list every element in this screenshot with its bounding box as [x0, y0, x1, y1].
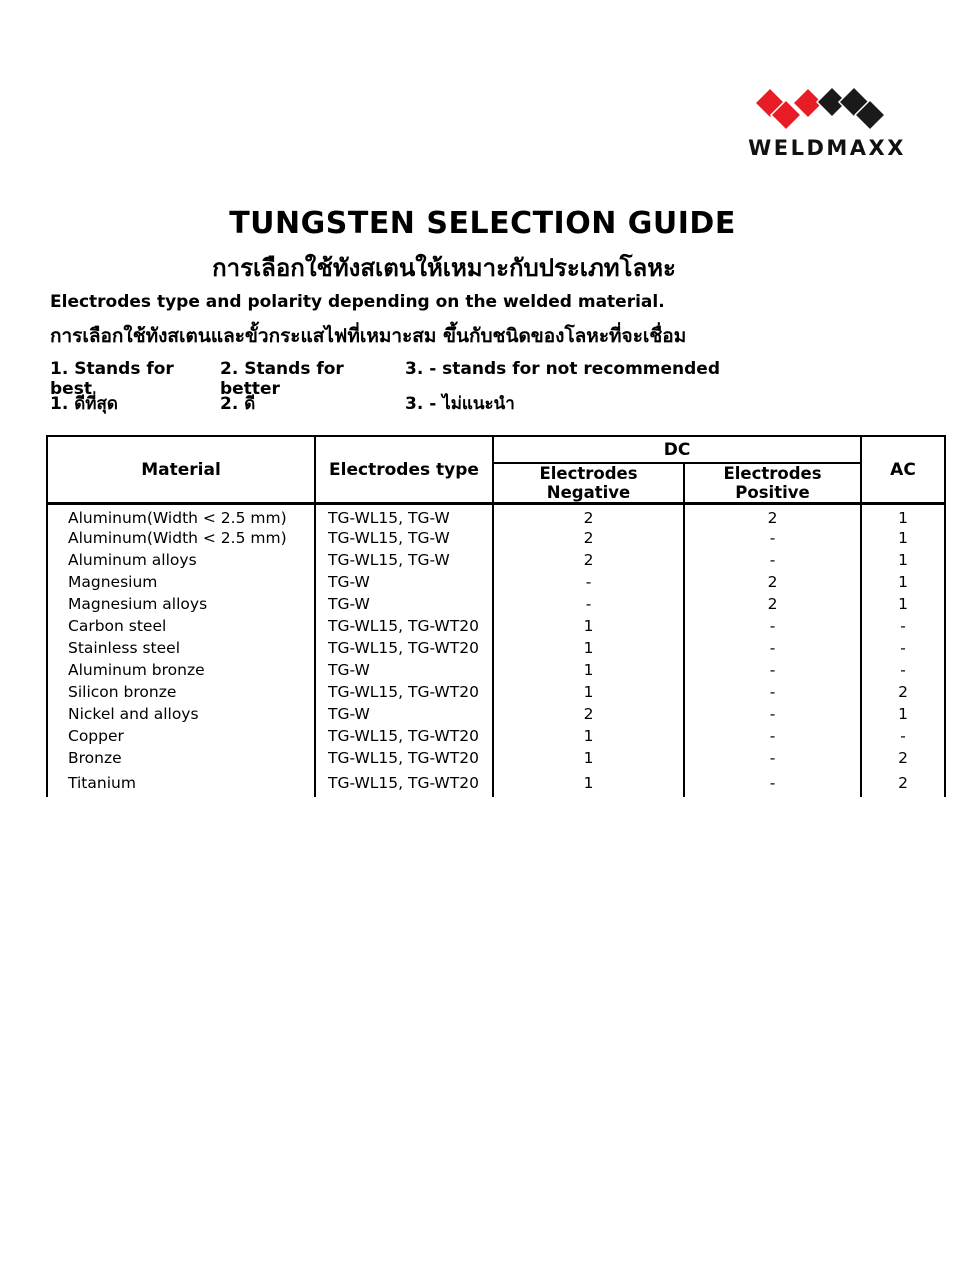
table-row — [47, 637, 945, 659]
electrodes-type-cell: TG-W — [315, 593, 493, 615]
table-row — [47, 504, 945, 528]
intro-line-thai: การเลือกใช้ทังสเตนและขั้วกระแสไฟที่เหมาะสม ขึ้นกับชนิดของโลหะที่จะเชื่อม — [50, 325, 687, 347]
dc-negative-cell: 2 — [493, 703, 684, 725]
ac-cell: - — [861, 659, 945, 681]
electrodes-type-cell: TG-WL15, TG-W — [315, 549, 493, 571]
dc-positive-cell: - — [684, 659, 861, 681]
ac-cell: 1 — [861, 527, 945, 549]
table-row — [47, 769, 945, 797]
table-row — [47, 725, 945, 747]
table-row — [47, 549, 945, 571]
ac-cell: 2 — [861, 747, 945, 769]
dc-negative-cell: 1 — [493, 769, 684, 797]
table-row — [47, 615, 945, 637]
ac-cell: - — [861, 615, 945, 637]
dc-positive-cell: 2 — [684, 504, 861, 528]
dc-positive-cell: - — [684, 527, 861, 549]
electrodes-type-cell: TG-WL15, TG-WT20 — [315, 615, 493, 637]
dc-negative-cell: 1 — [493, 681, 684, 703]
table-row — [47, 593, 945, 615]
ac-cell: 1 — [861, 549, 945, 571]
ac-cell: 1 — [861, 571, 945, 593]
material-cell: Stainless steel — [47, 637, 315, 659]
material-cell: Carbon steel — [47, 615, 315, 637]
weldmaxx-logo — [748, 85, 906, 160]
dc-negative-cell: 2 — [493, 527, 684, 549]
dc-positive-cell: 2 — [684, 593, 861, 615]
electrodes-type-cell: TG-WL15, TG-W — [315, 527, 493, 549]
dc-negative-cell: 1 — [493, 725, 684, 747]
table-row — [47, 571, 945, 593]
electrodes-type-cell: TG-WL15, TG-WT20 — [315, 769, 493, 797]
dc-positive-cell: - — [684, 549, 861, 571]
weldmaxx-logo-icon — [748, 85, 906, 133]
table-header-row — [47, 436, 945, 463]
ac-cell: - — [861, 637, 945, 659]
electrodes-type-cell: TG-W — [315, 703, 493, 725]
material-header: Material — [47, 436, 315, 504]
electrodes-type-cell: TG-W — [315, 571, 493, 593]
dc-positive-cell: - — [684, 637, 861, 659]
dc-negative-cell: 1 — [493, 659, 684, 681]
dc-positive-cell: - — [684, 725, 861, 747]
dc-negative-cell: - — [493, 571, 684, 593]
electrodes-type-cell: TG-W — [315, 659, 493, 681]
material-cell: Titanium — [47, 769, 315, 797]
dc-header: DC — [493, 436, 861, 463]
dc-positive-cell: - — [684, 769, 861, 797]
page-subtitle-thai: การเลือกใช้ทังสเตนให้เหมาะกับประเภทโลหะ — [212, 254, 676, 282]
legend-item-not-recommended: 3. - stands for not recommended — [405, 359, 721, 379]
intro-line-english: Electrodes type and polarity depending on the welded material. — [50, 292, 665, 312]
dc-negative-cell: 1 — [493, 637, 684, 659]
dc-negative-cell: 2 — [493, 504, 684, 528]
material-cell: Aluminum bronze — [47, 659, 315, 681]
dc-negative-cell: 1 — [493, 747, 684, 769]
legend-item-best: 1. Stands for best — [50, 359, 174, 399]
ac-cell: 2 — [861, 681, 945, 703]
dc-positive-cell: - — [684, 747, 861, 769]
dc-negative-cell: 2 — [493, 549, 684, 571]
material-cell: Copper — [47, 725, 315, 747]
ac-cell: - — [861, 725, 945, 747]
material-cell: Aluminum(Width < 2.5 mm) — [47, 527, 315, 549]
material-cell: Bronze — [47, 747, 315, 769]
electrodes-type-cell: TG-WL15, TG-WT20 — [315, 681, 493, 703]
ac-cell: 1 — [861, 703, 945, 725]
material-cell: Aluminum(Width < 2.5 mm) — [47, 504, 315, 528]
legend-thai — [50, 390, 515, 417]
material-cell: Nickel and alloys — [47, 703, 315, 725]
ac-cell: 1 — [861, 593, 945, 615]
legend-item-better: 2. Stands for better — [220, 359, 344, 399]
material-cell: Aluminum alloys — [47, 549, 315, 571]
dc-positive-cell: - — [684, 615, 861, 637]
electrodes-type-cell: TG-WL15, TG-W — [315, 504, 493, 528]
dc-positive-header: Electrodes Positive — [684, 463, 861, 504]
brand-name: WELDMAXX — [748, 136, 906, 160]
legend-item-not-recommended-thai: 3. - ไม่แนะนำ — [405, 394, 515, 414]
electrodes-type-cell: TG-WL15, TG-WT20 — [315, 747, 493, 769]
legend-item-best-thai: 1. ดีที่สุด — [50, 394, 118, 414]
dc-positive-cell: - — [684, 703, 861, 725]
electrodes-type-header: Electrodes type — [315, 436, 493, 504]
tungsten-selection-table — [46, 435, 946, 797]
table-row — [47, 527, 945, 549]
material-cell: Magnesium — [47, 571, 315, 593]
dc-negative-header: Electrodes Negative — [493, 463, 684, 504]
ac-header: AC — [861, 436, 945, 504]
dc-negative-cell: 1 — [493, 615, 684, 637]
dc-positive-cell: 2 — [684, 571, 861, 593]
table-row — [47, 747, 945, 769]
ac-cell: 2 — [861, 769, 945, 797]
table-row — [47, 703, 945, 725]
material-cell: Silicon bronze — [47, 681, 315, 703]
page-title: TUNGSTEN SELECTION GUIDE — [229, 206, 736, 241]
ac-cell: 1 — [861, 504, 945, 528]
electrodes-type-cell: TG-WL15, TG-WT20 — [315, 725, 493, 747]
dc-positive-cell: - — [684, 681, 861, 703]
dc-negative-cell: - — [493, 593, 684, 615]
table-row — [47, 659, 945, 681]
table-row — [47, 681, 945, 703]
legend-item-better-thai: 2. ดี — [220, 394, 256, 414]
electrodes-type-cell: TG-WL15, TG-WT20 — [315, 637, 493, 659]
material-cell: Magnesium alloys — [47, 593, 315, 615]
